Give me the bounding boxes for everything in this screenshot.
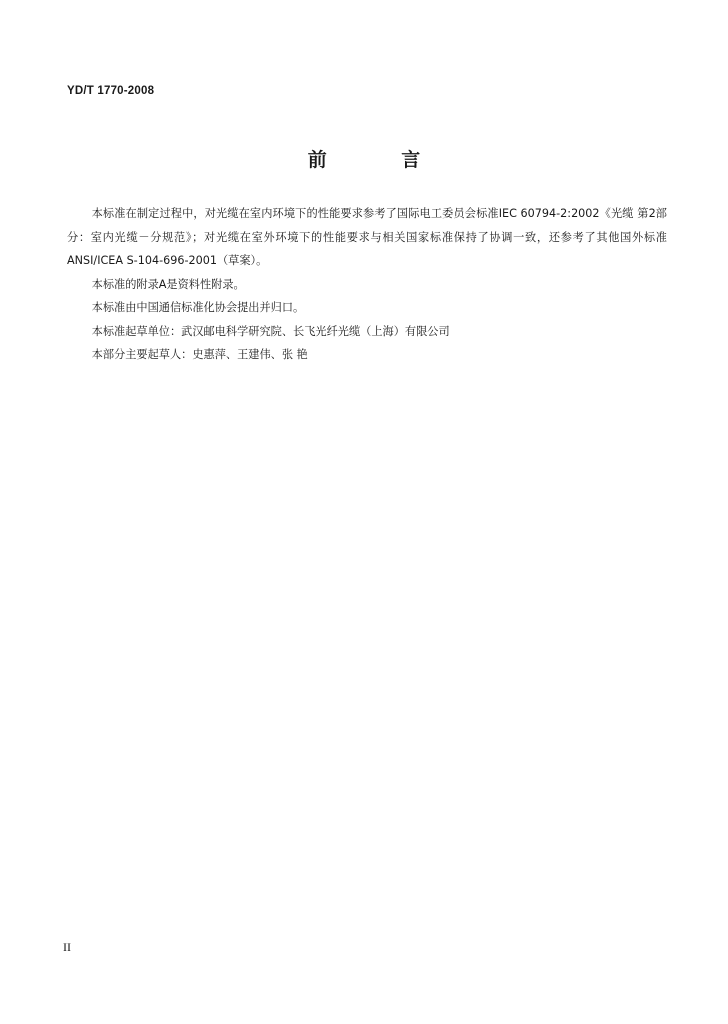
paragraph-proposer: 本标准由中国通信标准化协会提出并归口。 — [91, 301, 305, 314]
paragraph-drafters: 本部分主要起草人：史惠萍、王建伟、张 艳 — [91, 348, 308, 361]
standard-code: YD/T 1770-2008 — [67, 85, 155, 97]
foreword-body — [67, 202, 667, 367]
page-title: 前 言 — [307, 149, 455, 171]
paragraph-reference-standards: 本标准在制定过程中，对光缆在室内环境下的性能要求参考了国际电工委员会标准IEC 60794-2:2002《光缆 第2部分：室内光缆－分规范》；对光缆在室外环境下的性能要求与相关国家标准保持了协调一致，还参考了其他国外标准 ANSI/ICEA S-104-696-2001（草案）。 — [67, 207, 667, 267]
paragraph-appendix: 本标准的附录A是资料性附录。 — [91, 277, 245, 291]
paragraph-drafting-units: 本标准起草单位：武汉邮电科学研究院、长飞光纤光缆（上海）有限公司 — [91, 324, 450, 338]
page-number: II — [63, 940, 71, 954]
